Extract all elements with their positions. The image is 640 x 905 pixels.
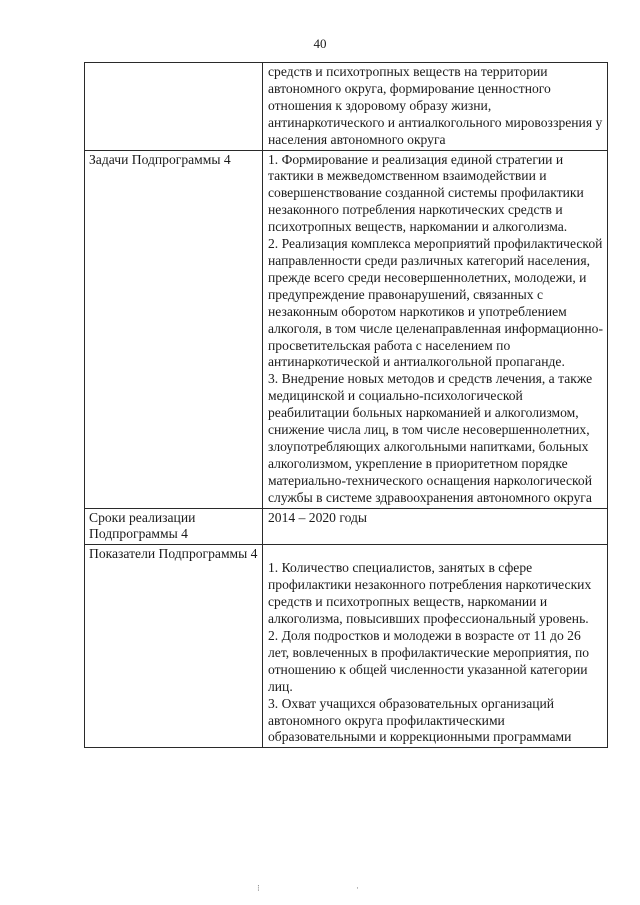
row-label-cell: [85, 63, 263, 151]
scan-mark: ·: [356, 883, 359, 893]
row-content-cell: [263, 63, 608, 151]
task-item-2: 2. Реализация комплекса мероприятий профилактической направленности среди различных категорий населения, прежде всего среди несовершеннолетних, молодежи, и предупреждение правонарушений, связанных с незаконным оборотом наркотиков и употреблением алкоголя, в том числе целенаправленная информационно-просветительская работа с населением по антинаркотической и антиалкогольной пропаганде.: [268, 236, 603, 370]
indicators-label: Показатели Подпрограммы 4: [85, 545, 263, 748]
indicator-item-1: 1. Количество специалистов, занятых в сфере профилактики незаконного потребления наркотических средств и психотропных веществ, наркомании и алкоголизма, повысивших профессиональный уровень.: [268, 560, 592, 627]
indicators-content: [263, 545, 608, 748]
timeline-label: Сроки реализации Подпрограммы 4: [85, 508, 263, 545]
indicator-item-3: 3. Охват учащихся образовательных организаций автономного округа профилактическими образовательными и коррекционными программами: [268, 695, 572, 745]
subprogram-passport-table: [84, 62, 608, 748]
timeline-content: [263, 508, 608, 545]
tasks-label: Задачи Подпрограммы 4: [85, 150, 263, 508]
goal-text: средств и психотропных веществ на территории автономного округа, формирование ценностного отношения к здоровому образу жизни, антинаркотического и антиалкогольного мировоззрения у населения автономного округа: [268, 64, 603, 147]
timeline-years: 2014 – 2020 годы: [268, 509, 368, 525]
table-row-timeline: [85, 508, 608, 545]
indicator-item-2: 2. Доля подростков и молодежи в возрасте от 11 до 26 лет, вовлеченных в профилактические мероприятия, по отношению к общей численности указанной категории лиц.: [268, 628, 590, 694]
page-number: 40: [313, 36, 327, 51]
scan-mark: ⁝: [257, 883, 260, 893]
task-item-3: 3. Внедрение новых методов и средств лечения, а также медицинской и социально-психологической реабилитации больных наркоманией и алкоголизмом, снижение числа лиц, в том числе несовершеннолетних, злоупотребляющих алкогольными напитками, больных алкоголизмом, укрепление в приоритетном порядке материально-технического оснащения наркологической службы в системе здравоохранения автономного округа: [268, 371, 593, 505]
table-row-indicators: [85, 545, 608, 748]
table-row-tasks: [85, 150, 608, 508]
task-item-1: 1. Формирование и реализация единой стратегии и тактики в межведомственном взаимодействии и совершенствование созданной системы профилактики незаконного потребления наркотических средств и психотропных веществ, наркомании и алкоголизма.: [268, 151, 584, 235]
tasks-content: [263, 150, 608, 508]
table-row-goal-continuation: [85, 63, 608, 151]
